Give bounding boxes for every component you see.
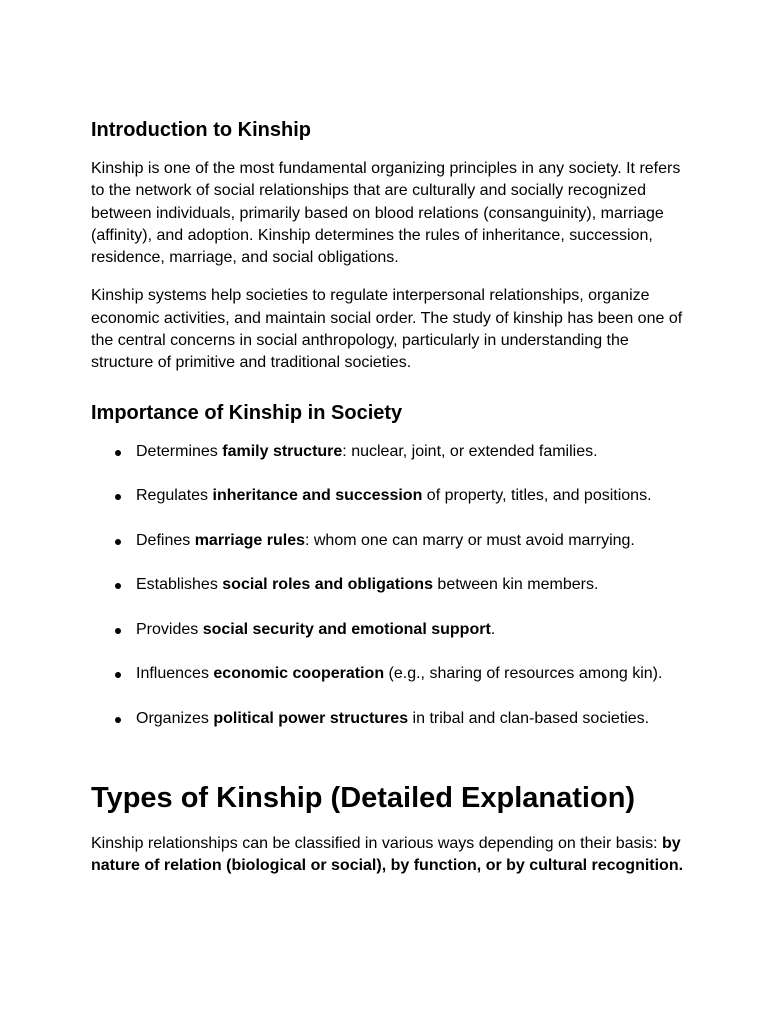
- list-item-bold: political power structures: [213, 709, 409, 727]
- list-item: [91, 485, 691, 507]
- list-item-text: Provides: [136, 620, 203, 638]
- bullet-icon: [115, 583, 121, 589]
- list-item-bold: inheritance and succession: [212, 487, 423, 505]
- list-item-text: Defines: [136, 531, 195, 549]
- document-content: [91, 117, 691, 877]
- list-item-bold: marriage rules: [194, 531, 305, 549]
- section-heading-introduction: Introduction to Kinship: [91, 119, 311, 141]
- intro-paragraph-1: Kinship is one of the most fundamental organizing principles in any society. It refers to the network of social relationships that are culturally and socially recognized between individuals, primarily based on blood relations (consanguinity), marriage (affinity), and adoption. Kinship determines the rules of inheritance, succession, residence, marriage, and social obligations.: [91, 160, 681, 267]
- list-item-text: Organizes: [136, 709, 214, 727]
- list-item-text: of property, titles, and positions.: [422, 487, 652, 505]
- list-item: [91, 663, 691, 685]
- list-item-text: (e.g., sharing of resources among kin).: [384, 665, 663, 683]
- list-item-text: between kin members.: [432, 576, 599, 594]
- importance-list: [91, 441, 691, 730]
- list-item-bold: family structure: [222, 442, 343, 460]
- list-item-text: Determines: [136, 442, 223, 460]
- list-item-text: Establishes: [136, 576, 223, 594]
- types-paragraph: [91, 833, 691, 878]
- types-paragraph-bold: by nature of relation (biological or social), by function, or by cultural recognition.: [91, 834, 684, 874]
- list-item: [91, 619, 691, 641]
- bullet-icon: [115, 539, 121, 545]
- list-item: [91, 441, 691, 463]
- intro-paragraph-2: Kinship systems help societies to regulate interpersonal relationships, organize economic activities, and maintain social order. The study of kinship has been one of the central concerns in social anthropology, particularly in understanding the structure of primitive and traditional societies.: [91, 287, 683, 372]
- list-item: [91, 574, 691, 596]
- list-item: [91, 530, 691, 552]
- section-heading-importance: Importance of Kinship in Society: [91, 401, 403, 424]
- bullet-icon: [115, 672, 121, 678]
- list-item-text: Regulates: [136, 487, 213, 505]
- list-item-bold: social security and emotional support: [202, 620, 491, 638]
- list-item-text: in tribal and clan-based societies.: [408, 709, 650, 727]
- list-item-bold: social roles and obligations: [222, 576, 433, 594]
- types-paragraph-text: Kinship relationships can be classified in various ways depending on their basis:: [91, 834, 662, 852]
- bullet-icon: [115, 494, 121, 500]
- list-item-text: Influences: [136, 665, 214, 683]
- section-heading-types: Types of Kinship (Detailed Explanation): [91, 781, 636, 814]
- list-item-bold: economic cooperation: [213, 665, 385, 683]
- bullet-icon: [115, 628, 121, 634]
- bullet-icon: [115, 450, 121, 456]
- list-item-text: : nuclear, joint, or extended families.: [342, 442, 598, 460]
- list-item: [91, 708, 691, 730]
- list-item-text: : whom one can marry or must avoid marrying.: [304, 531, 635, 549]
- list-item-text: .: [490, 620, 496, 638]
- bullet-icon: [115, 717, 121, 723]
